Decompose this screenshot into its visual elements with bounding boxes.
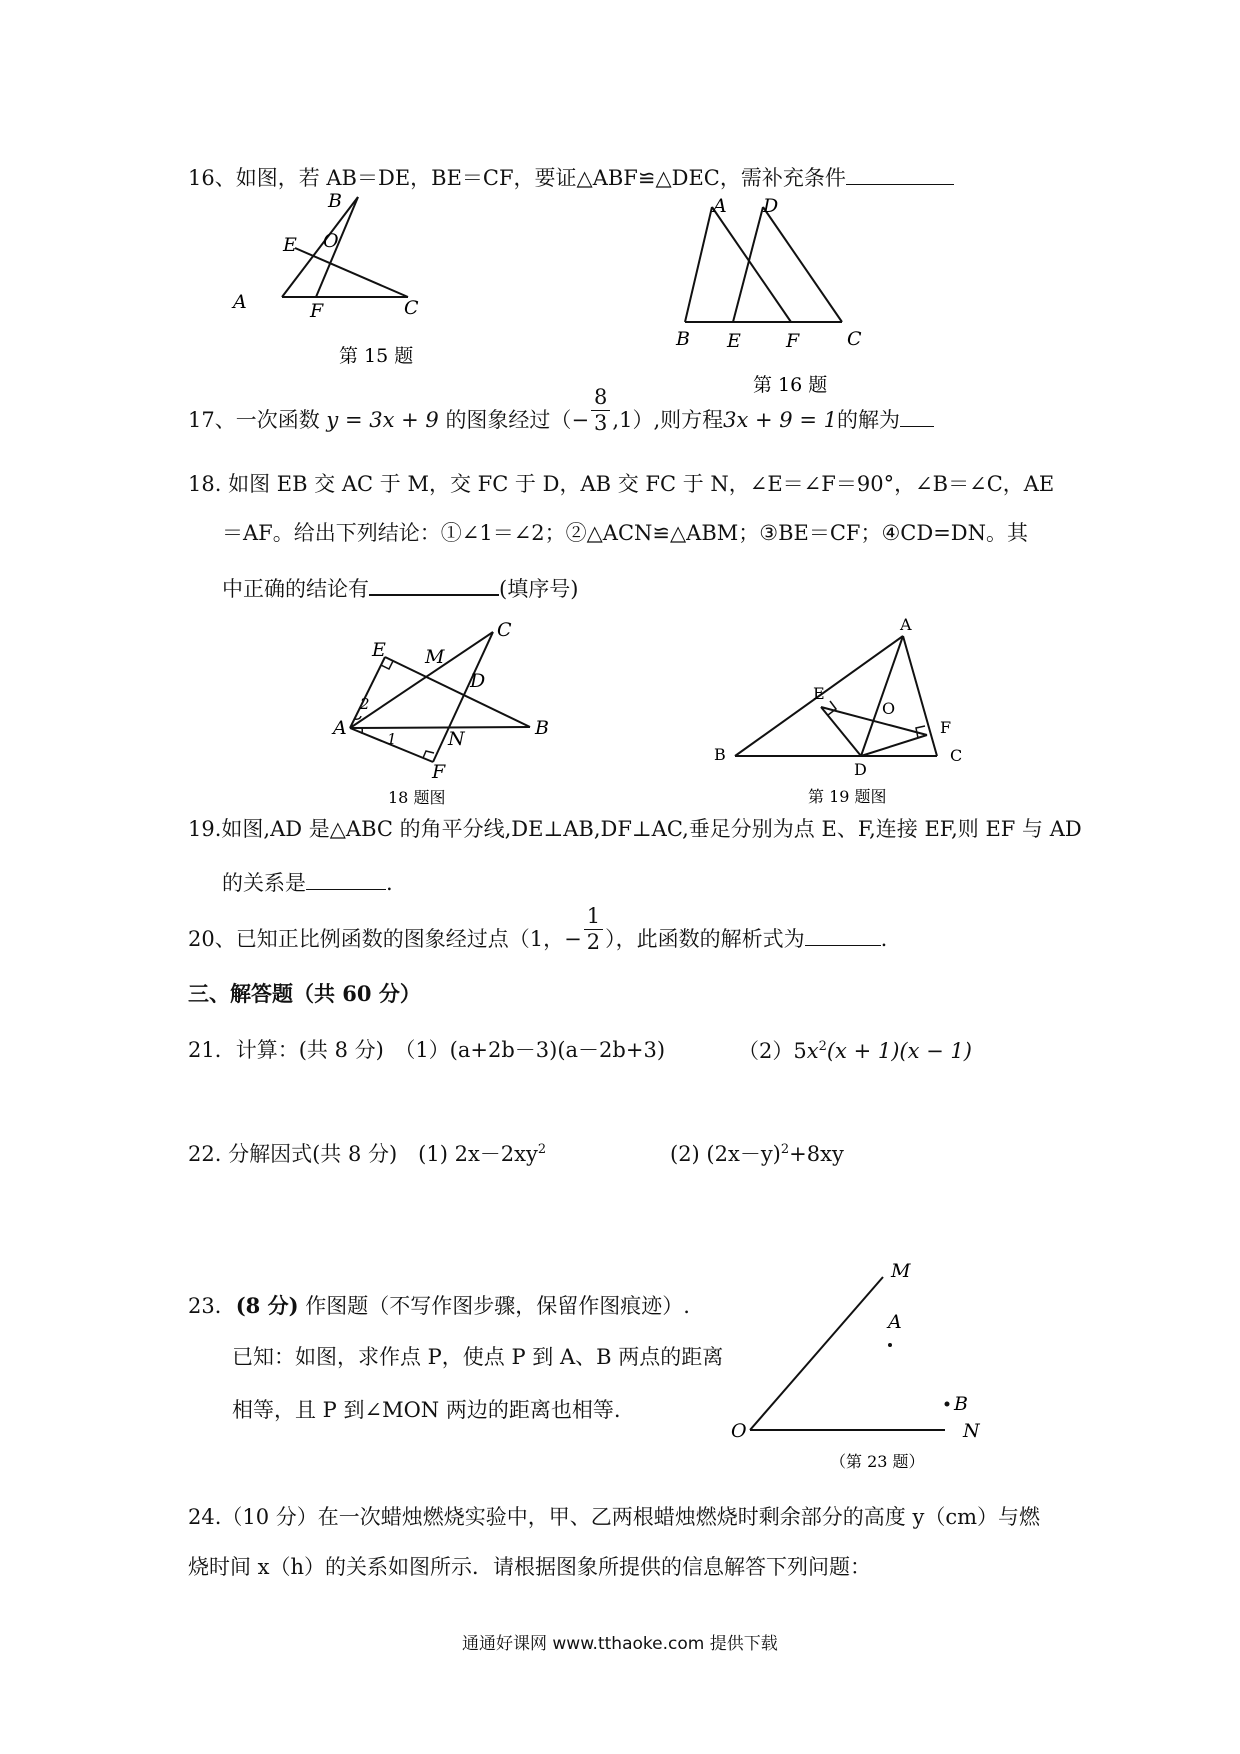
label-angle-2: 2: [360, 695, 370, 713]
segment-df: [861, 735, 927, 756]
label-a: A: [713, 195, 727, 217]
q17-fraction-denominator: 3: [594, 411, 608, 435]
q21-part-2-exponent: 2: [818, 1039, 827, 1054]
label-a: A: [333, 717, 347, 739]
label-c: C: [404, 297, 419, 319]
q20-answer-blank: [805, 924, 881, 946]
q23-heading: [188, 1295, 690, 1317]
label-e: E: [813, 684, 825, 703]
figure-19-caption: 第 19 题图: [808, 787, 887, 806]
label-c: C: [950, 746, 963, 765]
label-n: N: [963, 1420, 980, 1442]
label-c: C: [497, 619, 512, 641]
label-f: F: [310, 300, 324, 322]
q21-part-2-x: x: [806, 1039, 819, 1063]
segment-de: [821, 707, 861, 756]
q18-line-3-text: 中正确的结论有: [222, 577, 369, 601]
q16-answer-blank: [846, 163, 954, 185]
q17-minus: −: [571, 408, 590, 432]
q23-points: (8 分): [235, 1293, 299, 1318]
page-footer: 通通好课网 www.tthaoke.com 提供下载: [462, 1634, 778, 1654]
q19-line-2: [222, 868, 393, 894]
q20-text-b: ），此函数的解析式为: [605, 927, 805, 951]
label-b: B: [714, 745, 726, 764]
label-angle-1: 1: [387, 730, 397, 748]
label-o: O: [882, 699, 896, 718]
figure-15: [230, 190, 480, 400]
q19-answer-blank: [306, 868, 386, 890]
point-a: [888, 1343, 892, 1347]
label-d: D: [470, 670, 486, 692]
figure-23: [720, 1255, 990, 1475]
segment-de: [733, 207, 763, 322]
segment-ef: [821, 707, 927, 735]
q22-part-2-text: (2) (2x－y): [670, 1142, 781, 1166]
figure-19: [700, 615, 980, 810]
q21-part-2-expression: (x + 1)(x − 1): [826, 1039, 972, 1063]
q21-part-2-prefix: （2）5: [738, 1039, 807, 1063]
q22-part-2-tail: +8xy: [789, 1142, 844, 1166]
label-e: E: [727, 330, 741, 352]
label-f: F: [786, 330, 800, 352]
label-e: E: [372, 639, 386, 661]
q23-heading-text: 作图题（不写作图步骤，保留作图痕迹）.: [298, 1294, 690, 1318]
figure-18-caption: 18 题图: [388, 788, 446, 807]
segment-af: [712, 207, 791, 322]
point-b: [945, 1402, 950, 1407]
q17-answer-blank: [900, 405, 934, 427]
q18-line-3-suffix: (填序号): [499, 577, 579, 601]
label-m: M: [891, 1260, 911, 1282]
segment-eb: [385, 657, 530, 727]
q18-line-3: [222, 573, 578, 600]
q17-equation-2: 3x + 9 = 1: [723, 408, 837, 432]
q23-number: 23．: [188, 1294, 236, 1318]
segment-ab: [350, 727, 530, 728]
label-a: A: [900, 615, 912, 634]
segment-ab: [685, 207, 712, 322]
q20-end: .: [880, 927, 888, 951]
label-e: E: [283, 234, 297, 256]
q20-fraction: [584, 906, 603, 953]
q20-text-a: 20、已知正比例函数的图象经过点（1，: [188, 927, 565, 951]
label-f: F: [940, 718, 952, 737]
q23-line-3: 相等，且 P 到∠MON 两边的距离也相等.: [232, 1398, 621, 1422]
label-m: M: [425, 646, 445, 668]
label-b: B: [535, 717, 549, 739]
q21-part-2: [738, 1040, 972, 1062]
ray-om: [750, 1277, 883, 1430]
q17-text-b: 的图象经过（: [445, 408, 572, 432]
q20-fraction-denominator: 2: [586, 930, 601, 954]
segment-dc: [763, 207, 842, 322]
q18-line-1: 18. 如图 EB 交 AC 于 M，交 FC 于 D，AB 交 FC 于 N，∠E＝∠F＝90°，∠B＝∠C，AE: [188, 472, 1055, 496]
q17-text-c: 的解为: [836, 408, 900, 432]
segment-ad: [861, 636, 903, 756]
label-n: N: [448, 728, 465, 750]
figure-23-caption: （第 23 题）: [830, 1452, 925, 1471]
figure-16: [660, 195, 880, 405]
q22-part-1-text: 22. 分解因式(共 8 分) (1) 2x－2xy: [188, 1142, 538, 1166]
q21-part-1: 21．计算：(共 8 分) （1）(a+2b－3)(a－2b+3): [188, 1038, 666, 1062]
right-angle-mark-f: [423, 751, 434, 758]
label-b: B: [954, 1393, 968, 1415]
label-c: C: [847, 328, 862, 350]
q17-text-tail: ,1）,则方程: [612, 408, 724, 432]
q19-line-2-text: 的关系是: [222, 871, 306, 895]
q17-text-a: 17、一次函数: [188, 408, 320, 432]
q22-part-2: [670, 1143, 844, 1165]
figure-16-caption: 第 16 题: [753, 374, 828, 396]
q17-fraction-numerator: 8: [591, 387, 610, 411]
q22-part-2-exponent: 2: [780, 1142, 790, 1157]
q23-line-2: 已知：如图，求作点 P，使点 P 到 A、B 两点的距离: [232, 1345, 724, 1369]
label-d: D: [854, 760, 867, 779]
segment-ec: [295, 248, 408, 297]
label-f: F: [432, 761, 446, 783]
figure-18: [330, 620, 560, 810]
q16-text-content: 16、如图，若 AB＝DE，BE＝CF，要证△ABF≌△DEC，需补充条件: [188, 166, 846, 190]
q24-line-1: 24.（10 分）在一次蜡烛燃烧实验中，甲、乙两根蜡烛燃烧时剩余部分的高度 y（cm）与燃: [188, 1505, 1041, 1529]
q24-line-2: 烧时间 x（h）的关系如图所示．请根据图象所提供的信息解答下列问题：: [188, 1555, 872, 1579]
q16-text: [188, 163, 954, 189]
figure-15-caption: 第 15 题: [339, 345, 414, 367]
q19-line-1: 19.如图,AD 是△ABC 的角平分线,DE⊥AB,DF⊥AC,垂足分别为点 E、F,连接 EF,则 EF 与 AD: [188, 817, 1082, 841]
label-a: A: [233, 291, 247, 313]
label-b: B: [328, 190, 342, 212]
label-a: A: [888, 1311, 902, 1333]
q17-equation-1: y = 3x + 9: [326, 408, 439, 432]
q20-text: [188, 904, 888, 954]
q22-part-1: [188, 1143, 546, 1165]
label-d: D: [763, 195, 779, 217]
q18-answer-blank: [369, 573, 499, 596]
q17-fraction: [591, 387, 610, 434]
right-angle-mark-e: [828, 701, 836, 715]
q18-line-2: ＝AF。给出下列结论：①∠1＝∠2；②△ACN≌△ABM；③BE＝CF；④CD=DN。其: [222, 521, 1029, 545]
q20-minus: −: [564, 927, 582, 951]
q20-fraction-numerator: 1: [584, 906, 603, 930]
q19-line-2-end: .: [386, 871, 393, 895]
label-b: B: [676, 328, 690, 350]
label-o: O: [731, 1420, 747, 1442]
q22-part-1-exponent: 2: [537, 1142, 547, 1157]
label-o: O: [323, 230, 339, 252]
section-3-heading: 三、解答题（共 60 分）: [188, 981, 421, 1006]
